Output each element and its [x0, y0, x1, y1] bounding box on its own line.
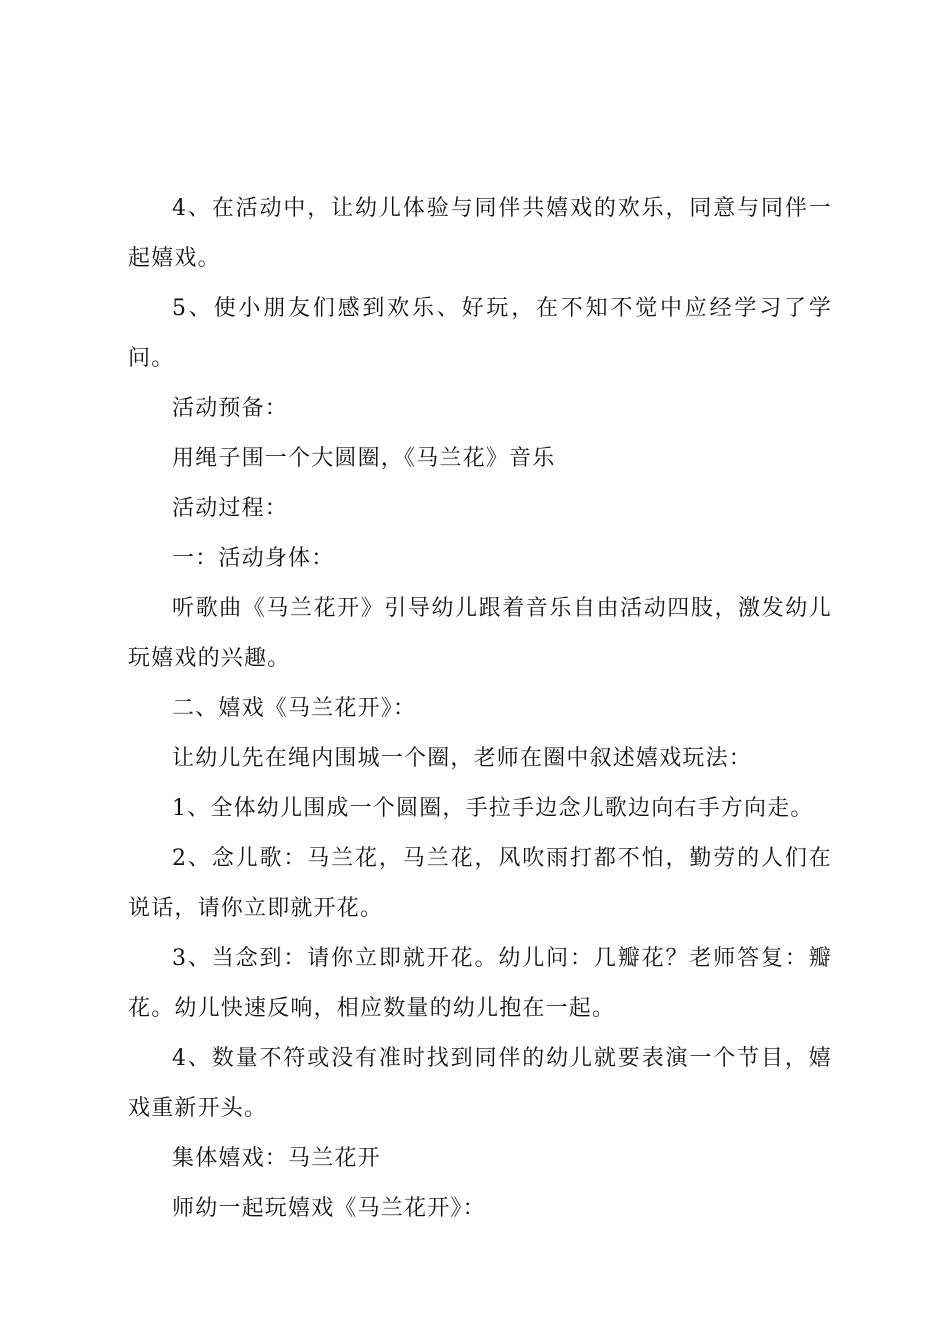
paragraph-15: 师幼一起玩嬉戏《马兰花开》： [172, 1196, 486, 1221]
paragraph-9: 让幼儿先在绳内围城一个圈，老师在圈中叙述嬉戏玩法： [172, 746, 753, 771]
paragraph-13: 4、数量不符或没有准时找到同伴的幼儿就要表演一个节目，嬉戏重新开头。 [128, 1046, 832, 1121]
paragraph-12: 3、当念到：请你立即就开花。幼儿问：几瓣花？老师答复：瓣花。幼儿快速反响，相应数量的幼儿抱在一起。 [128, 946, 832, 1021]
document-body [128, 184, 832, 1234]
paragraph-8: 二、嬉戏《马兰花开》： [172, 696, 417, 721]
paragraph-4: 用绳子围一个大圆圈，《马兰花》音乐 [172, 446, 556, 471]
paragraph-14: 集体嬉戏：马兰花开 [172, 1146, 381, 1171]
paragraph-2: 5、使小朋友们感到欢乐、好玩，在不知不觉中应经学习了学问。 [128, 296, 832, 371]
paragraph-5: 活动过程： [172, 496, 289, 521]
paragraph-7: 听歌曲《马兰花开》引导幼儿跟着音乐自由活动四肢，激发幼儿玩嬉戏的兴趣。 [128, 596, 832, 671]
paragraph-10: 1、全体幼儿围成一个圆圈，手拉手边念儿歌边向右手方向走。 [172, 796, 814, 821]
paragraph-1: 4、在活动中，让幼儿体验与同伴共嬉戏的欢乐，同意与同伴一起嬉戏。 [128, 196, 832, 271]
paragraph-11: 2、念儿歌：马兰花，马兰花，风吹雨打都不怕，勤劳的人们在说话，请你立即就开花。 [128, 846, 832, 921]
paragraph-3: 活动预备： [172, 396, 289, 421]
paragraph-6: 一：活动身体： [172, 546, 335, 571]
